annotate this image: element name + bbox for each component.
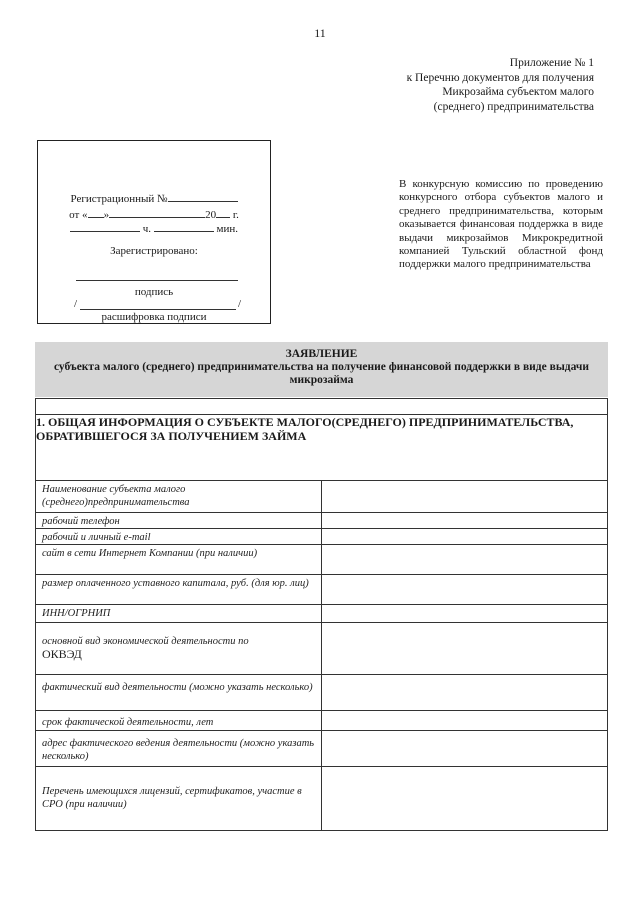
table-row <box>36 529 608 545</box>
row-label-address <box>36 731 322 767</box>
page-number: 11 <box>314 26 326 40</box>
date-mid: » <box>103 209 110 221</box>
row-label-name: Наименование субъекта малого (среднего)предпринимательства <box>36 481 322 513</box>
row-label-actual-activity <box>36 675 322 711</box>
table-row <box>36 575 608 605</box>
date-prefix: от « <box>69 209 88 221</box>
row-value-activity-term[interactable] <box>322 711 608 731</box>
table-row <box>36 623 608 675</box>
time-hours-field[interactable] <box>70 221 140 232</box>
address-text: адрес фактического ведения деятельности (можно указать несколько) <box>42 738 315 762</box>
row-value-phone[interactable] <box>322 513 608 529</box>
okved-label-code: ОКВЭД <box>42 647 82 661</box>
okved-label-line: основной вид экономической деятельности по <box>42 636 249 647</box>
registration-number-label: Регистрационный № <box>70 193 168 205</box>
actual-activity-text: фактический вид деятельности (можно указать несколько) <box>42 682 313 693</box>
slash-open: / <box>74 298 78 310</box>
table-row <box>36 767 608 831</box>
row-label-inn: ИНН/ОГРНИП <box>36 605 322 623</box>
appendix-line-2: к Перечню документов для получения <box>406 71 594 84</box>
row-value-actual-activity[interactable] <box>322 675 608 711</box>
row-label-website: сайт в сети Интернет Компании (при наличии) <box>36 545 322 575</box>
row-value-email[interactable] <box>322 529 608 545</box>
registration-date-line <box>38 207 270 221</box>
licenses-text: Перечень имеющихся лицензий, сертификатов, участие в СРО (при наличии) <box>42 786 302 810</box>
table-row <box>36 513 608 529</box>
application-form-table <box>35 398 608 831</box>
row-label-activity-term <box>36 711 322 731</box>
registration-number-field[interactable] <box>168 191 238 202</box>
signature-decode-field[interactable] <box>80 309 236 310</box>
time-minutes-field[interactable] <box>154 221 214 232</box>
row-value-address[interactable] <box>322 731 608 767</box>
slash-close: / <box>238 298 242 310</box>
appendix-line-4: (среднего) предпринимательства <box>433 100 594 113</box>
commission-address: В конкурсную комиссию по проведению конкурсного отбора субъектов малого и среднего предпринимательства, которым оказывается финансовая поддержка в виде выдачи микрозаймов Микрокредитной компанией Тульский областной фонд поддержки малого предпринимательства <box>399 178 603 271</box>
registered-label: Зарегистрировано: <box>110 245 198 257</box>
row-label-okved <box>36 623 322 675</box>
row-label-phone: рабочий телефон <box>36 513 322 529</box>
empty-row <box>36 399 608 415</box>
appendix-note <box>407 56 594 114</box>
row-label-email: рабочий и личный e-mail <box>36 529 322 545</box>
table-row <box>36 731 608 767</box>
table-row <box>36 711 608 731</box>
table-row <box>36 545 608 575</box>
table-row <box>36 605 608 623</box>
row-label-licenses <box>36 767 322 831</box>
time-minutes-label: мин. <box>216 223 239 235</box>
appendix-line-3: Микрозайма субъектом малого <box>442 86 594 98</box>
row-label-capital: размер оплаченного уставного капитала, руб. (для юр. лиц) <box>36 575 322 605</box>
date-suffix: г. <box>232 209 239 221</box>
empty-cell <box>36 399 608 415</box>
date-year-prefix: 20 <box>205 209 217 221</box>
row-value-website[interactable] <box>322 545 608 575</box>
table-row <box>36 481 608 513</box>
activity-term-text: срок фактической деятельности, лет <box>42 717 214 728</box>
section-title: 1. ОБЩАЯ ИНФОРМАЦИЯ О СУБЪЕКТЕ МАЛОГО(СРЕДНЕГО) ПРЕДПРИНИМАТЕЛЬСТВА, ОБРАТИВШЕГОСЯ ЗА ПОЛУЧЕНИЕМ ЗАЙМА <box>36 415 608 481</box>
row-value-inn[interactable] <box>322 605 608 623</box>
registration-time-line <box>38 221 270 235</box>
application-banner <box>35 342 608 397</box>
application-subtitle: субъекта малого (среднего) предпринимательства на получение финансовой поддержки в виде выдачи микрозайма <box>53 361 590 386</box>
registration-box <box>37 140 271 324</box>
date-month-field[interactable] <box>109 207 205 218</box>
row-value-okved[interactable] <box>322 623 608 675</box>
row-value-capital[interactable] <box>322 575 608 605</box>
application-title: ЗАЯВЛЕНИЕ <box>285 348 358 360</box>
date-year-field[interactable] <box>216 207 230 218</box>
signature-label: подпись <box>134 286 174 298</box>
signature-decode-label: расшифровка подписи <box>101 311 207 323</box>
row-value-licenses[interactable] <box>322 767 608 831</box>
table-row <box>36 675 608 711</box>
row-value-name[interactable] <box>322 481 608 513</box>
time-hours-label: ч. <box>142 223 152 235</box>
appendix-line-1: Приложение № 1 <box>509 57 594 69</box>
section-row <box>36 415 608 481</box>
registration-number-line <box>38 191 270 205</box>
date-day-field[interactable] <box>88 207 104 218</box>
signature-field[interactable] <box>76 280 238 281</box>
